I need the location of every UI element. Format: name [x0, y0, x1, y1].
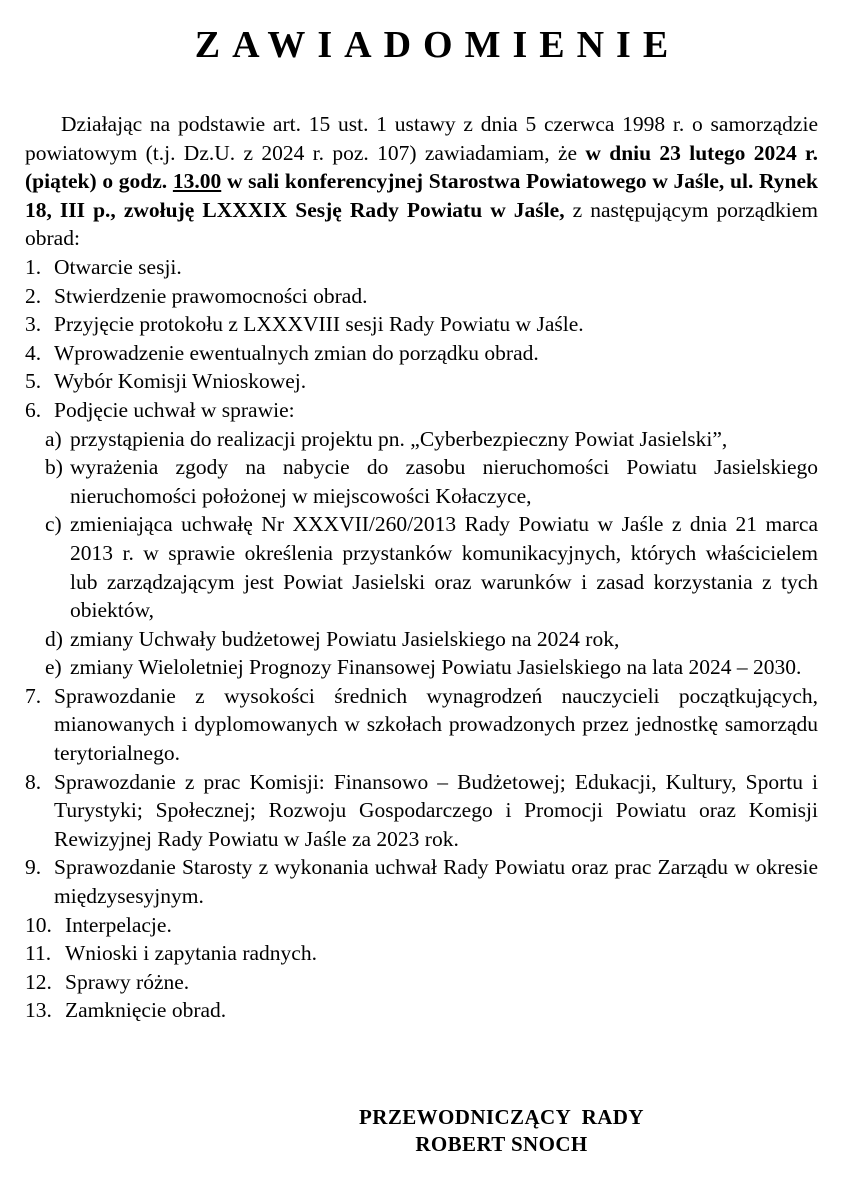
agenda-item-number: 11. — [25, 941, 52, 966]
signature-name: ROBERT SNOCH — [415, 1132, 588, 1156]
agenda-item-text: Zamknięcie obrad. — [65, 998, 227, 1023]
intro-text-bold-date: w dniu 23 lutego 2024 r. (piątek) o godz. — [25, 140, 818, 194]
agenda-subitem-d — [45, 625, 818, 654]
agenda-item-number: 6. — [25, 397, 42, 422]
agenda-subitem-letter: a) — [45, 426, 62, 451]
agenda-item-text: Wprowadzenie ewentualnych zmian do porządku obrad. — [54, 340, 539, 365]
agenda-item-1 — [25, 253, 818, 282]
agenda-subitem-text: zmiany Uchwały budżetowej Powiatu Jasielskiego na 2024 rok, — [70, 626, 620, 651]
agenda-subitem-b — [45, 453, 818, 510]
agenda-subitem-letter: e) — [45, 655, 62, 680]
agenda-subitem-letter: b) — [45, 455, 63, 480]
agenda-item-2 — [25, 282, 818, 311]
agenda-subitem-letter: c) — [45, 512, 62, 537]
agenda-subitem-c — [45, 510, 818, 624]
agenda-item-number: 3. — [25, 312, 42, 337]
intro-text-bold-location: w sali konferencyjnej Starostwa Powiatowego w Jaśle, ul. Rynek 18, III p., zwołuję LXXXIX Sesję Rady Powiatu w Jaśle, — [25, 169, 818, 222]
agenda-item-text: Wybór Komisji Wnioskowej. — [54, 369, 307, 394]
signature-role: PRZEWODNICZĄCY RADY — [359, 1105, 644, 1129]
document-body — [25, 110, 818, 1025]
agenda-item-text: Sprawy różne. — [65, 969, 190, 994]
agenda-item-number: 12. — [25, 969, 52, 994]
signature-block — [0, 1104, 863, 1158]
intro-text-time-underlined: 13.00 — [172, 169, 222, 194]
agenda-item-text: Wnioski i zapytania radnych. — [65, 941, 317, 966]
agenda-item-13 — [25, 996, 818, 1025]
agenda-item-text: Sprawozdanie Starosty z wykonania uchwał Rady Powiatu oraz prac Zarządu w okresie międzysesyjnym. — [54, 855, 818, 909]
agenda-item-number: 10. — [25, 912, 52, 937]
agenda-item-number: 13. — [25, 998, 52, 1023]
agenda-item-text: Otwarcie sesji. — [54, 254, 182, 279]
agenda-item-6 — [25, 396, 818, 425]
intro-paragraph — [25, 110, 818, 253]
agenda-subitem-a — [45, 425, 818, 454]
intro-text-part2: z następującym porządkiem obrad: — [25, 197, 818, 251]
agenda-item-text: Przyjęcie protokołu z LXXXVIII sesji Rady Powiatu w Jaśle. — [54, 312, 584, 337]
agenda-item-number: 7. — [25, 683, 42, 708]
page-title: ZAWIADOMIENIE — [194, 24, 681, 66]
agenda-item-number: 1. — [25, 254, 42, 279]
agenda-item-text: Sprawozdanie z prac Komisji: Finansowo – Budżetowej; Edukacji, Kultury, Sportu i Turystyki; Społecznej; Rozwoju Gospodarczego i Promocji Powiatu oraz Komisji Rewizyjnej Rady Powiatu w Jaśle za 2023 rok. — [54, 769, 818, 851]
agenda-item-10 — [25, 911, 818, 940]
agenda-subitem-text: zmieniająca uchwałę Nr XXXVII/260/2013 Rady Powiatu w Jaśle z dnia 21 marca 2013 r. w sprawie określenia przystanków komunikacyjnych, których właścicielem lub zarządzającym jest Powiat Jasielski oraz warunków i zasad korzystania z tych obiektów, — [70, 512, 818, 623]
agenda-item-text: Stwierdzenie prawomocności obrad. — [54, 283, 368, 308]
agenda-subitem-letter: d) — [45, 626, 63, 651]
intro-text-part1: Działając na podstawie art. 15 ust. 1 ustawy z dnia 5 czerwca 1998 r. o samorządzie powiatowym (t.j. Dz.U. z 2024 r. poz. 107) zawiadamiam, że — [25, 112, 818, 165]
agenda-sublist — [25, 425, 818, 682]
agenda-item-text: Sprawozdanie z wysokości średnich wynagrodzeń nauczycieli początkujących, mianowanych i dyplomowanych w szkołach prowadzonych przez jednostkę samorządu terytorialnego. — [54, 683, 818, 766]
agenda-item-8 — [25, 768, 818, 854]
agenda-item-number: 8. — [25, 769, 42, 794]
agenda-item-text: Podjęcie uchwał w sprawie: — [54, 397, 295, 422]
agenda-item-number: 9. — [25, 855, 42, 880]
agenda-subitem-text: przystąpienia do realizacji projektu pn. „Cyberbezpieczny Powiat Jasielski”, — [70, 426, 728, 451]
agenda-subitem-text: zmiany Wieloletniej Prognozy Finansowej Powiatu Jasielskiego na lata 2024 – 2030. — [70, 655, 802, 680]
agenda-item-text: Interpelacje. — [65, 912, 172, 937]
agenda-item-5 — [25, 367, 818, 396]
agenda-item-9 — [25, 853, 818, 910]
agenda-item-3 — [25, 310, 818, 339]
agenda-list — [25, 253, 818, 425]
agenda-item-11 — [25, 939, 818, 968]
agenda-item-4 — [25, 339, 818, 368]
agenda-item-number: 5. — [25, 369, 42, 394]
agenda-subitem-e — [45, 653, 818, 682]
agenda-list-continued — [25, 682, 818, 1025]
agenda-item-number: 2. — [25, 283, 42, 308]
agenda-item-number: 4. — [25, 340, 42, 365]
agenda-item-12 — [25, 968, 818, 997]
agenda-subitem-text: wyrażenia zgody na nabycie do zasobu nieruchomości Powiatu Jasielskiego nieruchomości położonej w miejscowości Kołaczyce, — [70, 455, 818, 508]
agenda-item-7 — [25, 682, 818, 768]
